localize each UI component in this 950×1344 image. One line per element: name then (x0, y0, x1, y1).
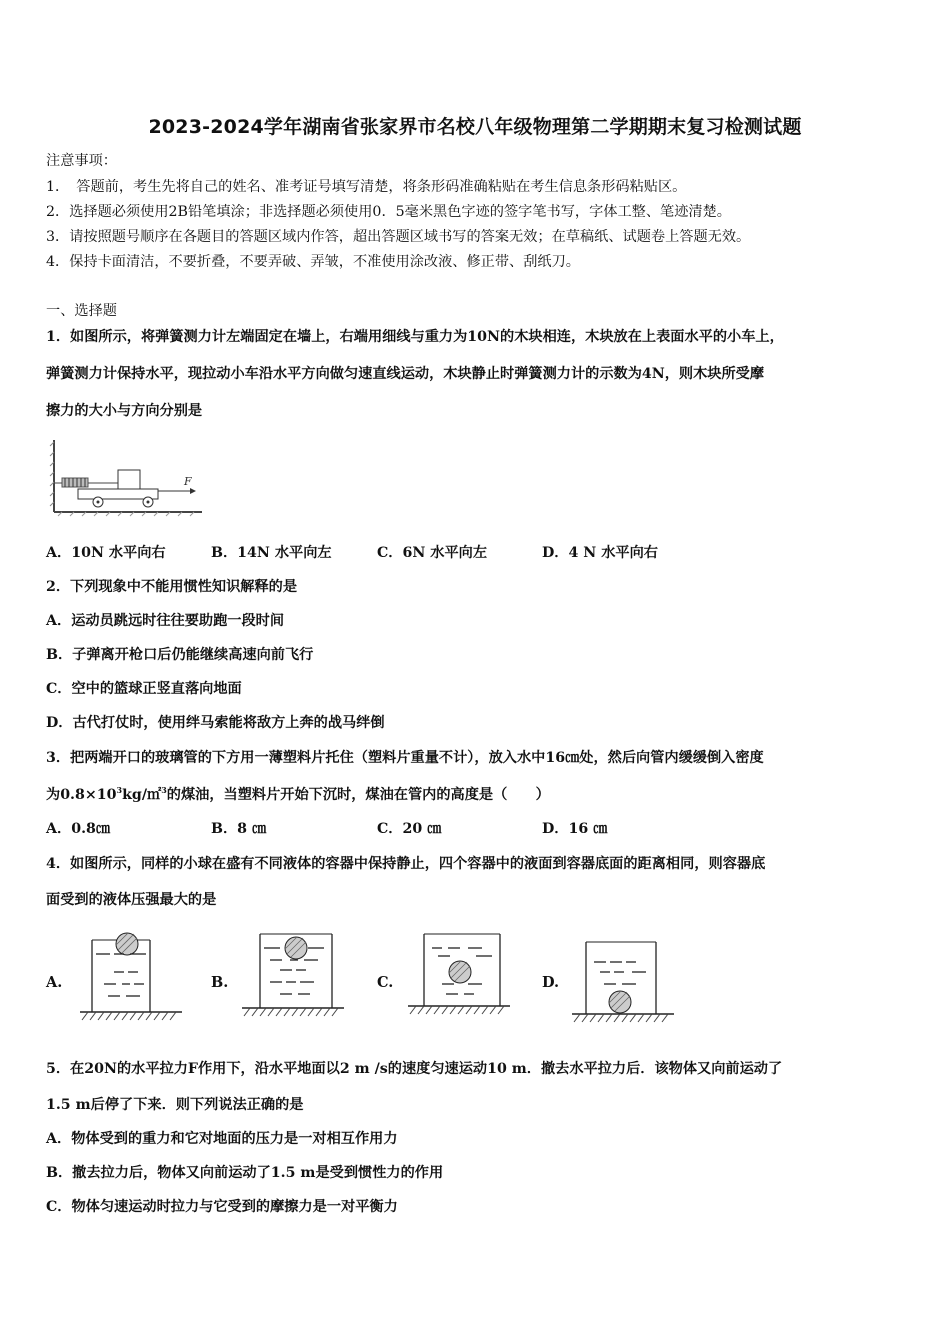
q1-figure-spring-cart (50, 436, 210, 518)
q4-container-a (78, 930, 184, 1026)
q1-force-label: F (184, 475, 192, 488)
notice-item-1: 1． 答题前，考生先将自己的姓名、准考证号填写清楚，将条形码准确粘贴在考生信息条形码粘贴区。 (46, 179, 687, 195)
q1-option-b[interactable]: B．14N 水平向左 (211, 545, 332, 561)
q5-option-a[interactable]: A．物体受到的重力和它对地面的压力是一对相互作用力 (46, 1131, 398, 1147)
q4-container-b (240, 930, 346, 1026)
q4-stem-line-1: 4．如图所示，同样的小球在盛有不同液体的容器中保持静止，四个容器中的液面到容器底面的距离相同，则容器底 (46, 856, 766, 872)
q2-option-c[interactable]: C．空中的篮球正竖直落向地面 (46, 681, 242, 697)
notice-item-2: 2．选择题必须使用2B铅笔填涂；非选择题必须使用0．5毫米黑色字迹的签字笔书写，字体工整、笔迹清楚。 (46, 204, 731, 220)
q1-stem-line-2: 弹簧测力计保持水平，现拉动小车沿水平方向做匀速直线运动，木块静止时弹簧测力计的示数为4N，则木块所受摩 (46, 366, 765, 382)
notice-item-4: 4．保持卡面清洁，不要折叠，不要弄破、弄皱，不准使用涂改液、修正带、刮纸刀。 (46, 254, 580, 270)
q3-option-d[interactable]: D．16 ㎝ (542, 821, 608, 837)
q5-stem-line-2: 1.5 m后停了下来．则下列说法正确的是 (46, 1097, 304, 1113)
q4-label-c[interactable]: C. (377, 974, 394, 991)
q3-option-a[interactable]: A．0.8㎝ (46, 821, 111, 837)
q1-stem-line-3: 擦力的大小与方向分别是 (46, 403, 203, 419)
q3-stem-line-1: 3．把两端开口的玻璃管的下方用一薄塑料片托住（塑料片重量不计），放入水中16㎝处，然后向管内缓缓倒入密度 (46, 750, 764, 766)
q3-stem-line-2: 为$0.8\times 10^3kg/㎡^3$的煤油，当塑料片开始下沉时，煤油在管内的高度是（ ） (46, 785, 550, 803)
q2-option-b[interactable]: B．子弹离开枪口后仍能继续高速向前飞行 (46, 647, 314, 663)
q2-option-d[interactable]: D．古代打仗时，使用绊马索能将敌方上奔的战马绊倒 (46, 715, 385, 731)
q2-stem: 2．下列现象中不能用惯性知识解释的是 (46, 579, 298, 595)
section-heading: 一、选择题 (46, 303, 117, 319)
q4-container-c (406, 930, 512, 1026)
q5-stem-line-1: 5．在20N的水平拉力F作用下，沿水平地面以2 m /s的速度匀速运动10 m．撤去水平拉力后．该物体又向前运动了 (46, 1061, 783, 1077)
notice-heading: 注意事项： (46, 153, 117, 169)
page-title: 2023-2024学年湖南省张家界市名校八年级物理第二学期期末复习检测试题 (148, 116, 802, 138)
q1-option-a[interactable]: A．10N 水平向右 (46, 545, 166, 561)
q4-container-d (570, 930, 676, 1026)
notice-item-3: 3．请按照题号顺序在各题目的答题区域内作答，超出答题区域书写的答案无效；在草稿纸、试题卷上答题无效。 (46, 229, 751, 245)
q4-label-a[interactable]: A. (46, 974, 63, 991)
q1-stem-line-1: 1．如图所示，将弹簧测力计左端固定在墙上，右端用细线与重力为10N的木块相连，木块放在上表面水平的小车上， (46, 329, 784, 345)
q5-option-c[interactable]: C．物体匀速运动时拉力与它受到的摩擦力是一对平衡力 (46, 1199, 398, 1215)
q4-label-d[interactable]: D. (542, 974, 560, 991)
q3-option-b[interactable]: B．8 ㎝ (211, 821, 267, 837)
q4-label-b[interactable]: B. (211, 974, 229, 991)
q2-option-a[interactable]: A．运动员跳远时往往要助跑一段时间 (46, 613, 285, 629)
q4-stem-line-2: 面受到的液体压强最大的是 (46, 892, 217, 908)
q3-option-c[interactable]: C．20 ㎝ (377, 821, 442, 837)
q5-option-b[interactable]: B．撤去拉力后，物体又向前运动了1.5 m是受到惯性力的作用 (46, 1165, 444, 1181)
q1-option-c[interactable]: C．6N 水平向左 (377, 545, 488, 561)
q1-option-d[interactable]: D．4 N 水平向右 (542, 545, 658, 561)
